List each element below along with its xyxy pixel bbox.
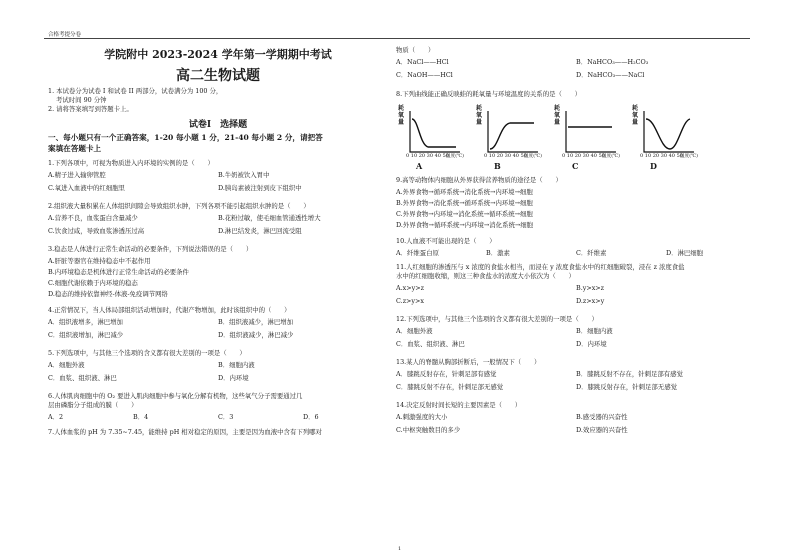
option: D．NaHCO₃——NaCl [576,71,645,79]
option: B．细胞内液 [576,327,613,335]
section-instruction: 一、每小题只有一个正确答案，1-20 每小题 1 分，21-40 每小题 2 分，请把答 [48,133,323,142]
option: A.营养不良，血浆蛋白含量减少 [48,214,138,222]
question-text: 1.下列各项中，可视为物质进入内环境的实例的是（ ） [48,159,214,167]
option: B．细胞内液 [218,361,255,369]
question-options [396,413,756,439]
right-question-list [396,176,756,439]
option: B.牛奶被饮入胃中 [218,171,270,179]
graph-a [398,105,464,171]
option: D．内环境 [576,340,607,348]
note-line: 2. 请将答案填写到答题卡上。 [48,105,133,113]
x-axis-label: 温度(℃) [524,154,542,159]
question-text: 10.人血液不可能出现的是（ ） [396,237,496,245]
x-axis-label: 温度(℃) [446,154,464,159]
question-text: 3.稳态是人体进行正常生命活动的必要条件，下列说法错误的是（ ） [48,245,253,253]
option: A．NaCl——HCl [396,58,449,66]
option: A.x>y>z [396,284,424,292]
graph-label: A [416,161,423,171]
option: D.胰岛素被注射到皮下组织中 [218,184,302,192]
axis-lines [410,111,460,152]
axis-lines [644,111,694,152]
question-options [396,370,756,396]
question-options [396,188,756,232]
oxygen-graphs [398,105,698,171]
graph-c [554,105,620,171]
x-axis-label: 温度(℃) [602,154,620,159]
option: B.外界食物→消化系统→循环系统→内环境→细胞 [396,199,533,207]
question-7-continued: 物质（ ） [396,46,435,54]
exam-title: 学院附中 2023-2024 学年第一学期期中考试 [104,48,332,61]
question-text: 13.某人的脊髓从胸部折断后，一般情况下（ ） [396,358,541,366]
y-axis-label: 耗氧量 [632,105,639,126]
option: D.z>x>y [576,297,605,305]
question-text-continued: 层由磷脂分子组成的膜（ ） [48,401,138,409]
note-line: 考试时间 90 分钟 [56,96,107,104]
question-text: 9.高等动物体内细胞从外界获得营养物质的途径是（ ） [396,176,562,184]
x-axis-label: 温度(℃) [680,154,698,159]
page-number: 1 [398,546,402,552]
option: D．组织液减少，淋巴减少 [218,331,294,339]
question-text: 2.组织液大量积累在人体组织间隙会导致组织水肿，下列各项不能引起组织水肿的是（ ） [48,202,310,210]
option: B．NaHCO₃——H₂CO₃ [576,58,649,66]
option: B．激素 [486,249,510,257]
option: A．纤维蛋白原 [396,249,439,257]
question-text: 4.正常情况下，当人体局部组织活动增加时，代谢产物增加，此时该组织中的（ ） [48,306,291,314]
option: C.饮食过咸，导致血浆渗透压过高 [48,227,145,235]
option: A．2 [48,413,64,421]
option: B.内环境稳态是机体进行正常生命活动的必要条件 [48,268,189,276]
option: C．血浆、组织液、淋巴 [396,340,465,348]
option: A．细胞外液 [48,361,85,369]
option: D．6 [303,413,319,421]
x-tick-labels: 0 10 20 30 40 50 [406,153,449,159]
y-axis-label: 耗氧量 [476,105,483,126]
section-instruction: 案填在答题卡上 [48,144,102,153]
note-line: 1. 本试卷分为试卷 I 和试卷 II 两部分，试卷满分为 100 分， [48,87,223,95]
option: D．淋巴细胞 [666,249,704,257]
graph-label: C [572,161,579,171]
option: B．组织液减少，淋巴增加 [218,318,293,326]
option: C.细胞代谢依赖于内环境的稳态 [48,279,138,287]
option: A．细胞外液 [396,327,433,335]
option: D.稳态的维持依靠神经-体液-免疫调节网络 [48,290,168,298]
option: B．膝跳反射不存在，针刺足部有感觉 [576,370,683,378]
question-options [48,214,388,240]
graph-b [476,105,542,171]
graph-label: D [650,161,657,171]
curve [412,119,456,147]
option: C．组织液增加，淋巴减少 [48,331,124,339]
option: C.氧进入血液中的红细胞里 [48,184,125,192]
option: A.精子进入输卵管腔 [48,171,106,179]
question-7: 7.人体血浆的 pH 为 7.35~7.45，能维持 pH 相对稳定的原因，主要是因为血液中含有下列哪对 [48,428,322,436]
option: D.效应器的兴奋性 [576,426,628,434]
header-tag: 合格考提分卷 [48,32,82,38]
question-options [48,257,388,301]
option: D.外界食物→循环系统→内环境→消化系统→细胞 [396,221,533,229]
option: C．NaOH——HCl [396,71,453,79]
header-divider [44,38,750,39]
curve [646,119,690,149]
graph-label: B [494,161,501,171]
left-question-list [48,159,388,422]
y-axis-label: 耗氧量 [398,105,405,126]
graph-d [632,105,698,171]
axis-lines [566,111,616,152]
question-options [396,249,756,258]
y-axis-label: 耗氧量 [554,105,561,126]
option: B.y>x>z [576,284,605,292]
question-options [48,171,388,197]
left-column [48,42,388,437]
option: C．纤维素 [576,249,607,257]
question-options [48,318,388,344]
curve [490,123,534,149]
question-text-continued: 水中的红细胞收缩，则这三种食盐水的浓度大小依次为（ ） [396,272,575,280]
option: B.感受器的兴奋性 [576,413,628,421]
option: A．组织液增多，淋巴增加 [48,318,123,326]
option: C．血浆、组织液、淋巴 [48,374,117,382]
question-options [48,413,388,422]
question-8: 8.下列曲线能正确反映蛙的耗氧量与环境温度的关系的是（ ） [396,90,582,98]
option: C.z>y>x [396,297,424,305]
question-options [48,361,388,387]
x-tick-labels: 0 10 20 30 40 50 [562,153,605,159]
question-text: 11.人红细胞的渗透压与 x 浓度的食盐水相当，而浸在 y 浓度食盐水中的红细胞破裂，浸在 z 浓度食盐 [396,263,685,271]
question-options [396,327,756,353]
option: A.肝脏等器官在维持稳态中不起作用 [48,257,151,265]
option: D．内环境 [218,374,249,382]
option: C．膝跳反射不存在，针刺足部无感觉 [396,383,504,391]
option: D.淋巴结发炎，淋巴回流受阻 [218,227,302,235]
right-column [396,42,756,439]
question-text: 12.下列选项中，与其他三个选项的含义都有很大差别的一项是（ ） [396,315,598,323]
section-title: 试卷Ⅰ 选择题 [188,120,248,130]
question-options [396,284,756,310]
x-tick-labels: 0 10 20 30 40 50 [640,153,683,159]
option: D．膝跳反射存在，针刺足部无感觉 [576,383,677,391]
option: C．3 [218,413,234,421]
x-tick-labels: 0 10 20 30 40 50 [484,153,527,159]
option: A.刺激强度的大小 [396,413,448,421]
question-7-options [396,58,756,84]
option: C.中枢突触数目的多少 [396,426,461,434]
option: A.外界食物→循环系统→消化系统→内环境→细胞 [396,188,533,196]
question-text: 6.人体肌肉细胞中的 O₂ 要进入肌肉细胞中参与氧化分解有机物，这些氧气分子需要通过几 [48,392,303,400]
exam-subtitle: 高二生物试题 [176,68,260,84]
option: C.外界食物→内环境→消化系统→循环系统→细胞 [396,210,533,218]
option: B．4 [133,413,149,421]
option: B.花粉过敏，使毛细血管通透性增大 [218,214,321,222]
option: A．膝跳反射存在，针刺足部有感觉 [396,370,497,378]
question-text: 14.决定反射时间长短的主要因素是（ ） [396,401,522,409]
question-text: 5.下列选项中，与其他三个选项的含义都有很大差别的一项是（ ） [48,349,246,357]
